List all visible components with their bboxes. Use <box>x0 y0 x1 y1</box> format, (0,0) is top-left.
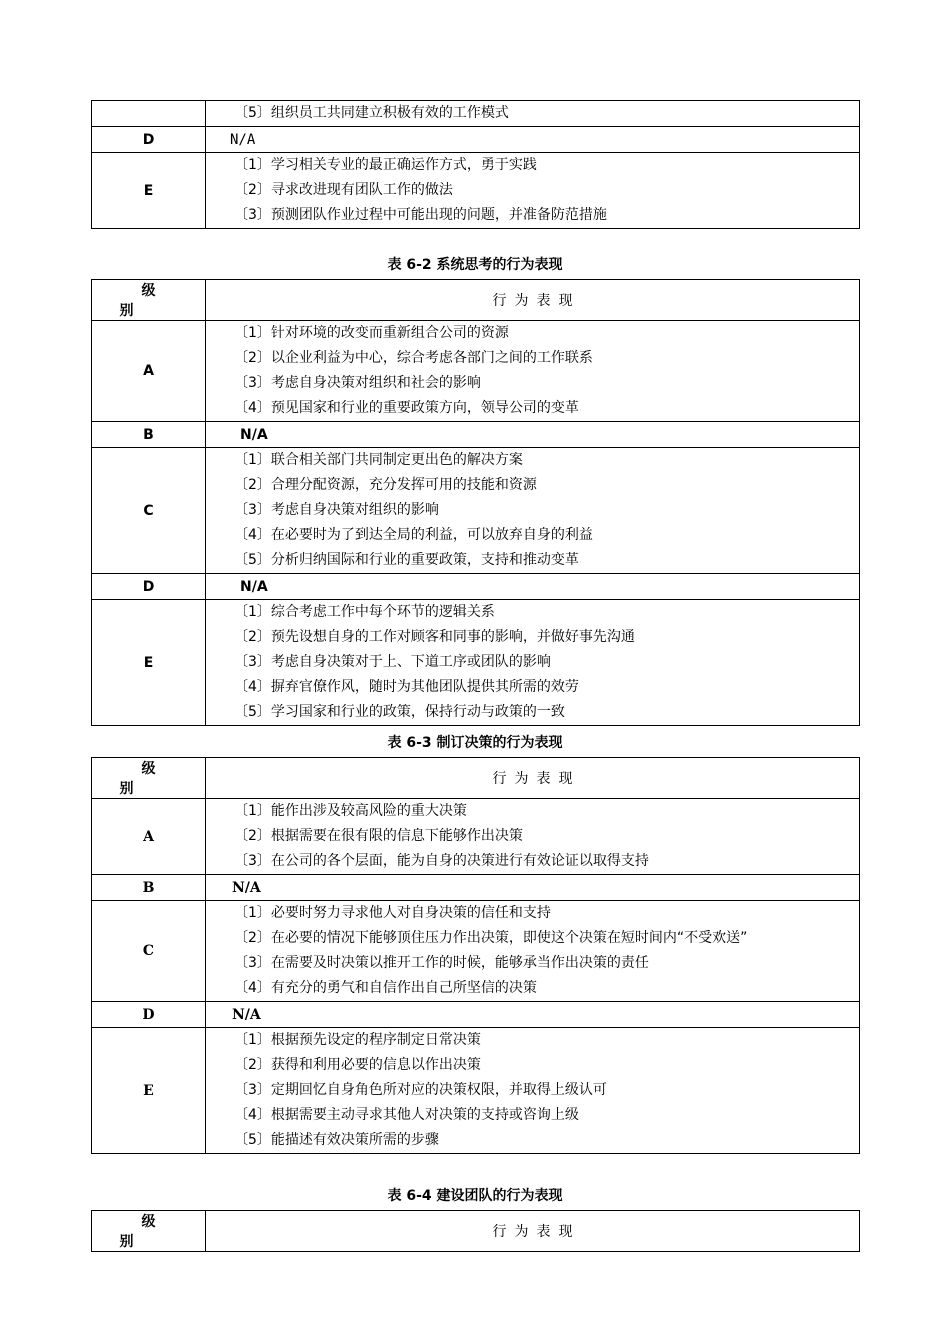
behavior-item: 〔2〕以企业利益为中心，综合考虑各部门之间的工作联系 <box>234 350 593 366</box>
header-level: 级别 <box>92 1211 206 1252</box>
behavior-item: 〔3〕考虑自身决策对于上、下道工序或团队的影响 <box>234 654 551 670</box>
behavior-item: 〔5〕分析归纳国际和行业的重要政策，支持和推动变革 <box>234 552 579 568</box>
behavior-na: N/A <box>206 875 860 901</box>
table-6-4-caption: 表 6-4 建设团队的行为表现 <box>387 1188 563 1204</box>
header-level: 级别 <box>92 280 206 321</box>
level-cell-b: B <box>92 875 206 901</box>
level-cell-c: C <box>92 448 206 574</box>
level-cell-e: E <box>92 600 206 726</box>
behavior-item: 〔4〕摒弃官僚作风，随时为其他团队提供其所需的效劳 <box>234 679 579 695</box>
behavior-item: 〔1〕综合考虑工作中每个环节的逻辑关系 <box>234 604 495 620</box>
behavior-item: 〔3〕考虑自身决策对组织和社会的影响 <box>234 375 481 391</box>
level-cell-empty <box>92 101 206 127</box>
behavior-item: 〔5〕能描述有效决策所需的步骤 <box>234 1132 439 1148</box>
behavior-item: 〔2〕获得和利用必要的信息以作出决策 <box>234 1057 481 1073</box>
behavior-item: 〔2〕合理分配资源，充分发挥可用的技能和资源 <box>234 477 537 493</box>
header-level: 级别 <box>92 758 206 799</box>
behavior-item: 〔2〕在必要的情况下能够顶住压力作出决策，即使这个决策在短时间内“不受欢送” <box>234 930 748 946</box>
level-cell-d: D <box>92 1002 206 1028</box>
header-behavior: 行为表现 <box>206 1211 860 1252</box>
behavior-item: 〔1〕必要时努力寻求他人对自身决策的信任和支持 <box>234 905 551 921</box>
table-6-3 <box>91 757 860 1154</box>
behavior-item: 〔1〕根据预先设定的程序制定日常决策 <box>234 1032 481 1048</box>
behavior-item: 〔3〕考虑自身决策对组织的影响 <box>234 502 439 518</box>
table-6-2 <box>91 279 860 726</box>
behavior-na: N/A <box>206 127 860 153</box>
behavior-item: 〔4〕根据需要主动寻求其他人对决策的支持或咨询上级 <box>234 1107 579 1123</box>
behavior-na: N/A <box>206 422 860 448</box>
table-6-4 <box>91 1210 860 1252</box>
behavior-item: 〔1〕联合相关部门共同制定更出色的解决方案 <box>234 452 523 468</box>
behavior-item: 〔1〕能作出涉及较高风险的重大决策 <box>234 803 467 819</box>
behavior-item: 〔5〕学习国家和行业的政策，保持行动与政策的一致 <box>234 704 565 720</box>
level-cell-c: C <box>92 901 206 1002</box>
behavior-item: 〔2〕根据需要在很有限的信息下能够作出决策 <box>234 828 523 844</box>
behavior-item: 〔1〕学习相关专业的最正确运作方式，勇于实践 <box>234 157 537 173</box>
behavior-item: 〔5〕组织员工共同建立积极有效的工作模式 <box>234 105 509 121</box>
behavior-item: 〔4〕在必要时为了到达全局的利益，可以放弃自身的利益 <box>234 527 593 543</box>
behavior-na: N/A <box>206 574 860 600</box>
continued-behavior-table <box>91 100 860 229</box>
level-cell-d: D <box>92 574 206 600</box>
behavior-item: 〔1〕针对环境的改变而重新组合公司的资源 <box>234 325 509 341</box>
level-cell-d: D <box>92 127 206 153</box>
behavior-item: 〔2〕寻求改进现有团队工作的做法 <box>234 182 453 198</box>
behavior-item: 〔3〕在需要及时决策以推开工作的时候，能够承当作出决策的责任 <box>234 955 649 971</box>
behavior-item: 〔4〕有充分的勇气和自信作出自己所坚信的决策 <box>234 980 537 996</box>
level-cell-e: E <box>92 1028 206 1154</box>
behavior-item: 〔4〕预见国家和行业的重要政策方向，领导公司的变革 <box>234 400 579 416</box>
header-behavior: 行为表现 <box>206 280 860 321</box>
level-cell-a: A <box>92 321 206 422</box>
level-cell-a: A <box>92 799 206 875</box>
table-6-3-caption: 表 6-3 制订决策的行为表现 <box>387 735 563 751</box>
level-cell-e: E <box>92 153 206 229</box>
behavior-item: 〔2〕预先设想自身的工作对顾客和同事的影响，并做好事先沟通 <box>234 629 635 645</box>
level-cell-b: B <box>92 422 206 448</box>
table-6-2-caption: 表 6-2 系统思考的行为表现 <box>387 257 563 273</box>
header-behavior: 行为表现 <box>206 758 860 799</box>
behavior-na: N/A <box>206 1002 860 1028</box>
behavior-item: 〔3〕定期回忆自身角色所对应的决策权限，并取得上级认可 <box>234 1082 607 1098</box>
behavior-item: 〔3〕预测团队作业过程中可能出现的问题，并准备防范措施 <box>234 207 607 223</box>
behavior-item: 〔3〕在公司的各个层面，能为自身的决策进行有效论证以取得支持 <box>234 853 649 869</box>
